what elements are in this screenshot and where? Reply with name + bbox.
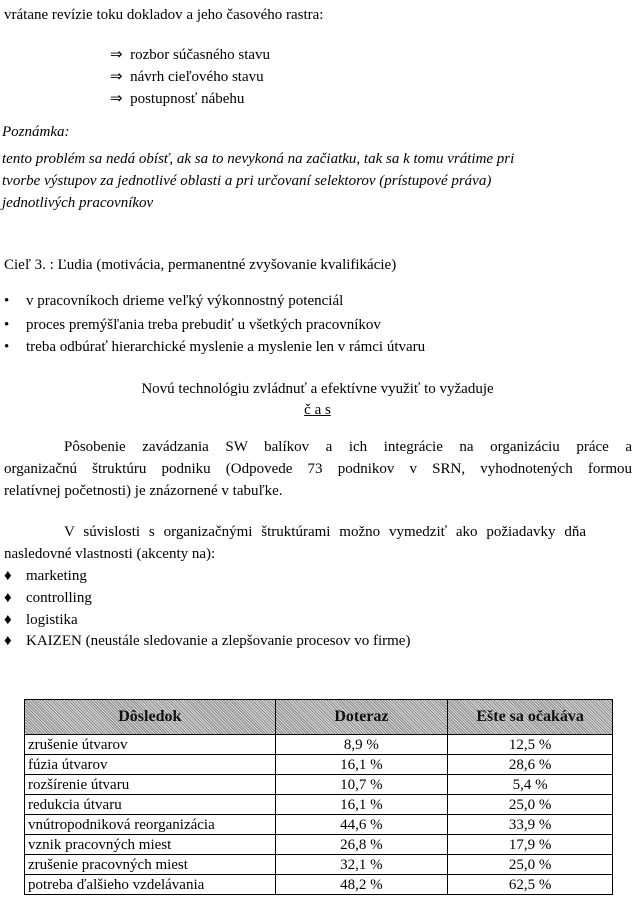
- bullet-icon: •: [4, 317, 10, 333]
- value-cell: 12,5 %: [448, 735, 613, 755]
- diamond-icon: ♦: [4, 612, 12, 628]
- row-label: redukcia útvaru: [25, 795, 276, 815]
- row-label: rozšírenie útvaru: [25, 775, 276, 795]
- value-cell: 62,5 %: [448, 875, 613, 895]
- header-cell: Dôsledok: [25, 700, 276, 735]
- value-cell: 32,1 %: [275, 855, 448, 875]
- row-label: fúzia útvarov: [25, 755, 276, 775]
- value-cell: 33,9 %: [448, 815, 613, 835]
- center-line: Novú technológiu zvládnuť a efektívne využiť to vyžaduje: [141, 381, 494, 397]
- bullet-icon: •: [4, 339, 10, 355]
- arrow-icon: ⇒: [110, 69, 123, 85]
- value-cell: 28,6 %: [448, 755, 613, 775]
- row-label: zrušenie útvarov: [25, 735, 276, 755]
- arrow-item: ⇒ postupnosť nábehu: [110, 91, 245, 107]
- value-cell: 5,4 %: [448, 775, 613, 795]
- note-line: tento problém sa nedá obísť, ak sa to nevykoná na začiatku, tak sa k tomu vrátime pri: [2, 151, 515, 167]
- table-row: [25, 875, 613, 895]
- paragraph-line: nasledovné vlastnosti (akcenty na):: [4, 546, 216, 562]
- row-label: zrušenie pracovných miest: [25, 855, 276, 875]
- header-cell: Ešte sa očakáva: [448, 700, 613, 735]
- table-row: [25, 735, 613, 755]
- table-row: [25, 835, 613, 855]
- diamond-icon: ♦: [4, 633, 12, 649]
- arrow-icon: ⇒: [110, 91, 123, 107]
- value-cell: 26,8 %: [275, 835, 448, 855]
- bullet-icon: •: [4, 293, 10, 309]
- diamond-item: ♦ KAIZEN (neustále sledovanie a zlepšovanie procesov vo firme): [4, 633, 411, 649]
- value-cell: 17,9 %: [448, 835, 613, 855]
- value-cell: 16,1 %: [275, 795, 448, 815]
- bullet-item: • v pracovníkoch drieme veľký výkonnostný potenciál: [4, 293, 344, 309]
- results-table: [24, 699, 613, 895]
- value-cell: 10,7 %: [275, 775, 448, 795]
- row-label: potreba ďalšieho vzdelávania: [25, 875, 276, 895]
- paragraph-line: relatívnej početnosti) je znázornené v tabuľke.: [4, 483, 283, 499]
- paragraph-line: organizačnú štruktúru podniku (Odpovede 73 podnikov v SRN, vyhodnotených formou: [4, 461, 632, 477]
- intro-line: vrátane revízie toku dokladov a jeho časového rastra:: [4, 7, 324, 23]
- value-cell: 44,6 %: [275, 815, 448, 835]
- table-row: [25, 775, 613, 795]
- paragraph-line: Pôsobenie zavádzania SW balíkov a ich integrácie na organizáciu práce a: [64, 439, 632, 455]
- bullet-item: • proces premýšľania treba prebudiť u všetkých pracovníkov: [4, 317, 381, 333]
- diamond-icon: ♦: [4, 590, 12, 606]
- value-cell: 16,1 %: [275, 755, 448, 775]
- note-line: jednotlivých pracovníkov: [2, 195, 154, 211]
- table-row: [25, 795, 613, 815]
- value-cell: 25,0 %: [448, 795, 613, 815]
- value-cell: 25,0 %: [448, 855, 613, 875]
- row-label: vnútropodniková reorganizácia: [25, 815, 276, 835]
- table-row: [25, 755, 613, 775]
- arrow-item: ⇒ rozbor súčasného stavu: [110, 47, 271, 63]
- goal-heading: Cieľ 3. : Ľudia (motivácia, permanentné zvyšovanie kvalifikácie): [4, 257, 397, 273]
- value-cell: 48,2 %: [275, 875, 448, 895]
- arrow-item: ⇒ návrh cieľového stavu: [110, 69, 264, 85]
- diamond-item: ♦ controlling: [4, 590, 92, 606]
- header-cell: Doteraz: [275, 700, 448, 735]
- diamond-item: ♦ logistika: [4, 612, 78, 628]
- cas-word: č a s: [304, 402, 331, 418]
- diamond-item: ♦ marketing: [4, 568, 87, 584]
- arrow-icon: ⇒: [110, 47, 123, 63]
- table-row: [25, 855, 613, 875]
- value-cell: 8,9 %: [275, 735, 448, 755]
- bullet-item: • treba odbúrať hierarchické myslenie a myslenie len v rámci útvaru: [4, 339, 426, 355]
- row-label: vznik pracovných miest: [25, 835, 276, 855]
- diamond-icon: ♦: [4, 568, 12, 584]
- note-line: tvorbe výstupov za jednotlivé oblasti a pri určovaní selektorov (prístupové práva): [2, 173, 492, 189]
- paragraph-line: V súvislosti s organizačnými štruktúrami možno vymedziť ako požiadavky dňa: [64, 524, 586, 540]
- table-row: [25, 815, 613, 835]
- table-header-row: [25, 700, 613, 735]
- note-label: Poznámka:: [2, 124, 70, 140]
